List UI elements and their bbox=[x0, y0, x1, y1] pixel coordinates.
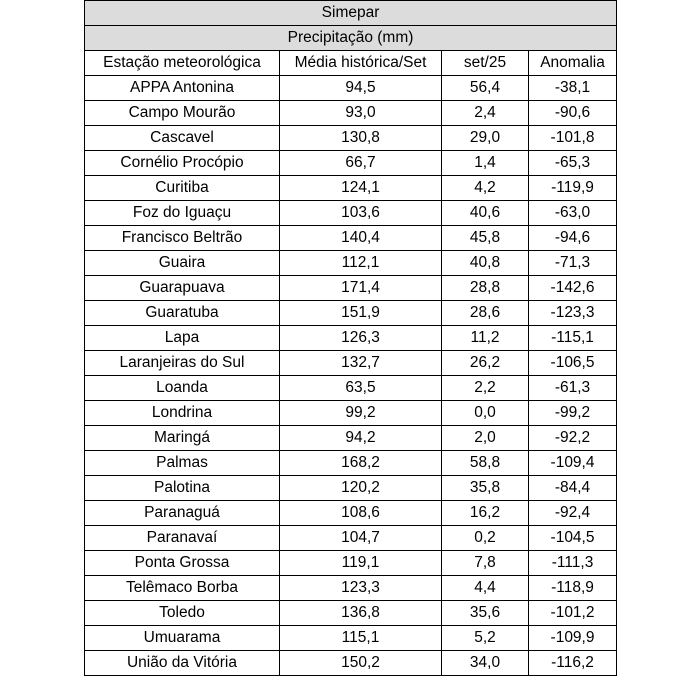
anomaly-cell: -92,2 bbox=[529, 426, 617, 451]
set25-cell: 28,8 bbox=[442, 276, 529, 301]
table-row bbox=[85, 651, 617, 676]
set25-cell: 4,2 bbox=[442, 176, 529, 201]
table-row bbox=[85, 426, 617, 451]
anomaly-cell: -101,2 bbox=[529, 601, 617, 626]
historical-mean-cell: 103,6 bbox=[280, 201, 442, 226]
anomaly-cell: -118,9 bbox=[529, 576, 617, 601]
set25-cell: 45,8 bbox=[442, 226, 529, 251]
historical-mean-cell: 150,2 bbox=[280, 651, 442, 676]
station-name-cell: Loanda bbox=[85, 376, 280, 401]
anomaly-cell: -92,4 bbox=[529, 501, 617, 526]
set25-cell: 35,6 bbox=[442, 601, 529, 626]
table-row bbox=[85, 576, 617, 601]
column-header-anomaly: Anomalia bbox=[529, 51, 617, 76]
set25-cell: 2,4 bbox=[442, 101, 529, 126]
historical-mean-cell: 112,1 bbox=[280, 251, 442, 276]
station-name-cell: Guaratuba bbox=[85, 301, 280, 326]
station-name-cell: Paranavaí bbox=[85, 526, 280, 551]
historical-mean-cell: 126,3 bbox=[280, 326, 442, 351]
table-row bbox=[85, 401, 617, 426]
anomaly-cell: -111,3 bbox=[529, 551, 617, 576]
column-header-row bbox=[85, 51, 617, 76]
station-name-cell: Guarapuava bbox=[85, 276, 280, 301]
historical-mean-cell: 168,2 bbox=[280, 451, 442, 476]
historical-mean-cell: 104,7 bbox=[280, 526, 442, 551]
source-title: Simepar bbox=[85, 1, 617, 26]
station-name-cell: Toledo bbox=[85, 601, 280, 626]
table-row bbox=[85, 376, 617, 401]
set25-cell: 0,2 bbox=[442, 526, 529, 551]
set25-cell: 40,6 bbox=[442, 201, 529, 226]
anomaly-cell: -84,4 bbox=[529, 476, 617, 501]
station-name-cell: Londrina bbox=[85, 401, 280, 426]
subtitle-row bbox=[85, 26, 617, 51]
station-name-cell: Campo Mourão bbox=[85, 101, 280, 126]
station-name-cell: APPA Antonina bbox=[85, 76, 280, 101]
anomaly-cell: -71,3 bbox=[529, 251, 617, 276]
station-name-cell: União da Vitória bbox=[85, 651, 280, 676]
historical-mean-cell: 124,1 bbox=[280, 176, 442, 201]
table-row bbox=[85, 226, 617, 251]
historical-mean-cell: 151,9 bbox=[280, 301, 442, 326]
historical-mean-cell: 93,0 bbox=[280, 101, 442, 126]
set25-cell: 16,2 bbox=[442, 501, 529, 526]
station-name-cell: Paranaguá bbox=[85, 501, 280, 526]
historical-mean-cell: 136,8 bbox=[280, 601, 442, 626]
anomaly-cell: -109,9 bbox=[529, 626, 617, 651]
set25-cell: 58,8 bbox=[442, 451, 529, 476]
anomaly-cell: -94,6 bbox=[529, 226, 617, 251]
table-row bbox=[85, 551, 617, 576]
set25-cell: 40,8 bbox=[442, 251, 529, 276]
precipitation-table bbox=[84, 0, 617, 676]
station-name-cell: Francisco Beltrão bbox=[85, 226, 280, 251]
anomaly-cell: -38,1 bbox=[529, 76, 617, 101]
precipitation-table-sheet bbox=[84, 0, 616, 676]
column-header-historical-mean: Média histórica/Set bbox=[280, 51, 442, 76]
historical-mean-cell: 123,3 bbox=[280, 576, 442, 601]
historical-mean-cell: 63,5 bbox=[280, 376, 442, 401]
table-row bbox=[85, 126, 617, 151]
table-row bbox=[85, 526, 617, 551]
anomaly-cell: -90,6 bbox=[529, 101, 617, 126]
station-name-cell: Cornélio Procópio bbox=[85, 151, 280, 176]
table-row bbox=[85, 601, 617, 626]
table-row bbox=[85, 251, 617, 276]
set25-cell: 2,2 bbox=[442, 376, 529, 401]
historical-mean-cell: 120,2 bbox=[280, 476, 442, 501]
anomaly-cell: -63,0 bbox=[529, 201, 617, 226]
historical-mean-cell: 171,4 bbox=[280, 276, 442, 301]
station-name-cell: Laranjeiras do Sul bbox=[85, 351, 280, 376]
set25-cell: 35,8 bbox=[442, 476, 529, 501]
set25-cell: 2,0 bbox=[442, 426, 529, 451]
anomaly-cell: -123,3 bbox=[529, 301, 617, 326]
station-name-cell: Cascavel bbox=[85, 126, 280, 151]
table-row bbox=[85, 626, 617, 651]
set25-cell: 5,2 bbox=[442, 626, 529, 651]
source-title-row bbox=[85, 1, 617, 26]
set25-cell: 0,0 bbox=[442, 401, 529, 426]
historical-mean-cell: 130,8 bbox=[280, 126, 442, 151]
station-name-cell: Umuarama bbox=[85, 626, 280, 651]
set25-cell: 56,4 bbox=[442, 76, 529, 101]
station-name-cell: Ponta Grossa bbox=[85, 551, 280, 576]
historical-mean-cell: 132,7 bbox=[280, 351, 442, 376]
anomaly-cell: -115,1 bbox=[529, 326, 617, 351]
table-row bbox=[85, 476, 617, 501]
anomaly-cell: -119,9 bbox=[529, 176, 617, 201]
table-subtitle: Precipitação (mm) bbox=[85, 26, 617, 51]
anomaly-cell: -104,5 bbox=[529, 526, 617, 551]
table-row bbox=[85, 326, 617, 351]
anomaly-cell: -142,6 bbox=[529, 276, 617, 301]
historical-mean-cell: 99,2 bbox=[280, 401, 442, 426]
station-name-cell: Palmas bbox=[85, 451, 280, 476]
set25-cell: 28,6 bbox=[442, 301, 529, 326]
station-name-cell: Lapa bbox=[85, 326, 280, 351]
station-name-cell: Palotina bbox=[85, 476, 280, 501]
historical-mean-cell: 94,2 bbox=[280, 426, 442, 451]
anomaly-cell: -101,8 bbox=[529, 126, 617, 151]
historical-mean-cell: 66,7 bbox=[280, 151, 442, 176]
table-row bbox=[85, 276, 617, 301]
column-header-station: Estação meteorológica bbox=[85, 51, 280, 76]
set25-cell: 7,8 bbox=[442, 551, 529, 576]
anomaly-cell: -65,3 bbox=[529, 151, 617, 176]
anomaly-cell: -99,2 bbox=[529, 401, 617, 426]
historical-mean-cell: 108,6 bbox=[280, 501, 442, 526]
column-header-set25: set/25 bbox=[442, 51, 529, 76]
table-row bbox=[85, 101, 617, 126]
anomaly-cell: -61,3 bbox=[529, 376, 617, 401]
historical-mean-cell: 140,4 bbox=[280, 226, 442, 251]
table-row bbox=[85, 501, 617, 526]
set25-cell: 26,2 bbox=[442, 351, 529, 376]
set25-cell: 11,2 bbox=[442, 326, 529, 351]
table-row bbox=[85, 301, 617, 326]
historical-mean-cell: 115,1 bbox=[280, 626, 442, 651]
set25-cell: 34,0 bbox=[442, 651, 529, 676]
anomaly-cell: -106,5 bbox=[529, 351, 617, 376]
table-row bbox=[85, 201, 617, 226]
anomaly-cell: -109,4 bbox=[529, 451, 617, 476]
table-row bbox=[85, 151, 617, 176]
set25-cell: 1,4 bbox=[442, 151, 529, 176]
anomaly-cell: -116,2 bbox=[529, 651, 617, 676]
historical-mean-cell: 119,1 bbox=[280, 551, 442, 576]
set25-cell: 4,4 bbox=[442, 576, 529, 601]
station-name-cell: Foz do Iguaçu bbox=[85, 201, 280, 226]
historical-mean-cell: 94,5 bbox=[280, 76, 442, 101]
station-name-cell: Telêmaco Borba bbox=[85, 576, 280, 601]
table-row bbox=[85, 351, 617, 376]
station-name-cell: Maringá bbox=[85, 426, 280, 451]
station-name-cell: Curitiba bbox=[85, 176, 280, 201]
table-row bbox=[85, 176, 617, 201]
set25-cell: 29,0 bbox=[442, 126, 529, 151]
station-name-cell: Guaira bbox=[85, 251, 280, 276]
table-row bbox=[85, 451, 617, 476]
table-row bbox=[85, 76, 617, 101]
